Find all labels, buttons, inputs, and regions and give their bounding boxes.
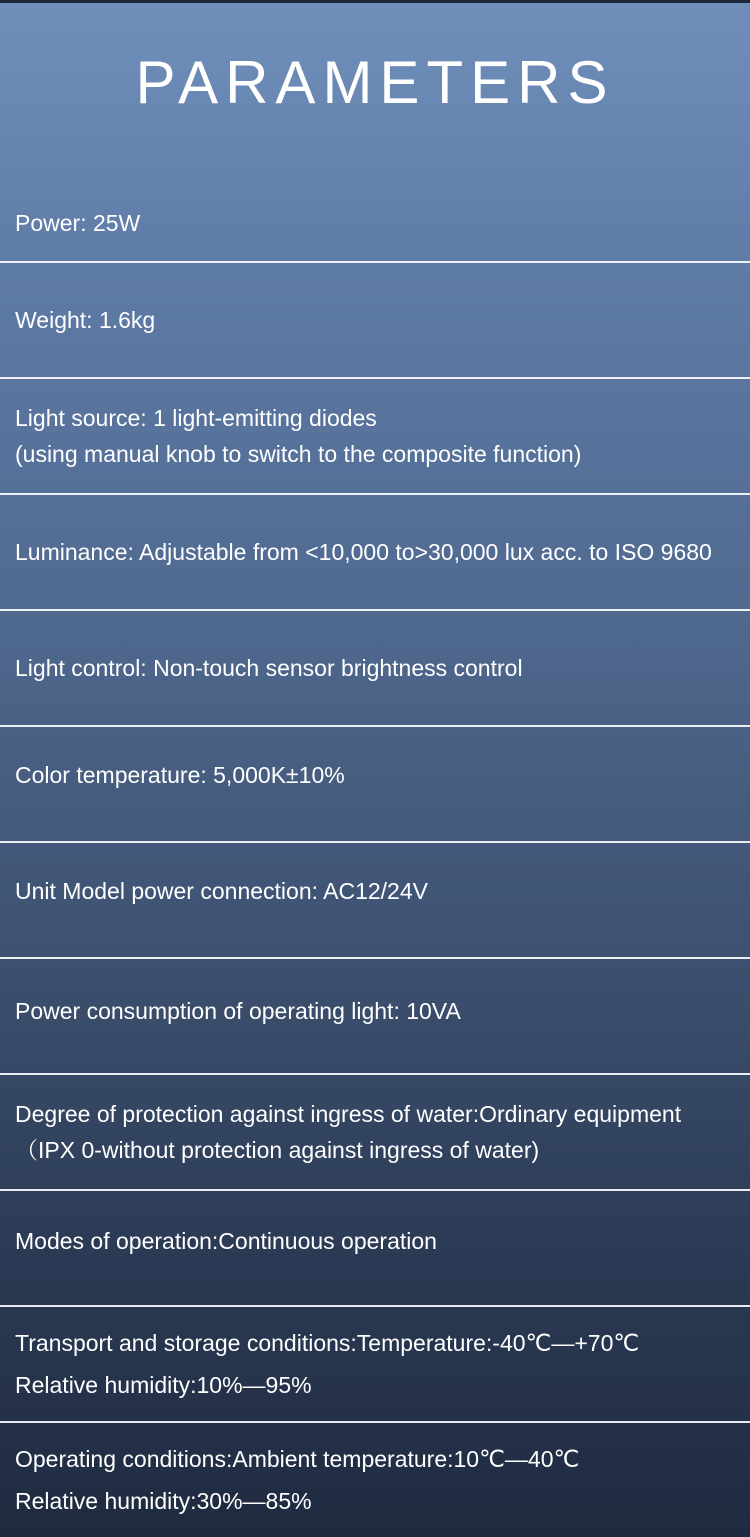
param-text: Light control: Non-touch sensor brightness control	[15, 655, 523, 681]
param-text: Power: 25W	[15, 210, 141, 236]
param-row-power	[0, 184, 750, 262]
param-row-luminance	[0, 495, 750, 609]
param-row-light-source	[0, 379, 750, 493]
param-text: Relative humidity:10%—95%	[15, 1372, 312, 1398]
top-border	[0, 0, 750, 3]
param-text: Color temperature: 5,000K±10%	[15, 762, 345, 788]
param-text: (using manual knob to switch to the composite function)	[15, 441, 582, 467]
param-row-weight	[0, 263, 750, 377]
param-text: Relative humidity:30%—85%	[15, 1488, 312, 1514]
param-row-operation-mode	[0, 1191, 750, 1291]
param-text: Weight: 1.6kg	[15, 307, 156, 333]
param-text: Degree of protection against ingress of water:Ordinary equipment	[15, 1101, 682, 1127]
param-text: Power consumption of operating light: 10VA	[15, 998, 461, 1024]
param-text: Modes of operation:Continuous operation	[15, 1228, 437, 1254]
param-row-power-consumption	[0, 959, 750, 1063]
param-text: Luminance: Adjustable from <10,000 to>30,000 lux acc. to ISO 9680	[15, 539, 712, 565]
param-row-power-connection	[0, 843, 750, 939]
page-title: PARAMETERS	[135, 49, 615, 116]
param-row-transport-storage	[0, 1307, 750, 1421]
param-row-light-control	[0, 611, 750, 725]
param-row-operating-conditions	[0, 1423, 750, 1537]
param-text: Operating conditions:Ambient temperature:10℃—40℃	[15, 1446, 580, 1472]
param-text: Light source: 1 light-emitting diodes	[15, 405, 377, 431]
param-row-water-protection	[0, 1075, 750, 1189]
param-text: Transport and storage conditions:Temperature:-40℃—+70℃	[15, 1330, 640, 1356]
param-row-color-temperature	[0, 727, 750, 823]
param-text: Unit Model power connection: AC12/24V	[15, 878, 428, 904]
param-text: （IPX 0-without protection against ingress of water)	[15, 1137, 540, 1163]
